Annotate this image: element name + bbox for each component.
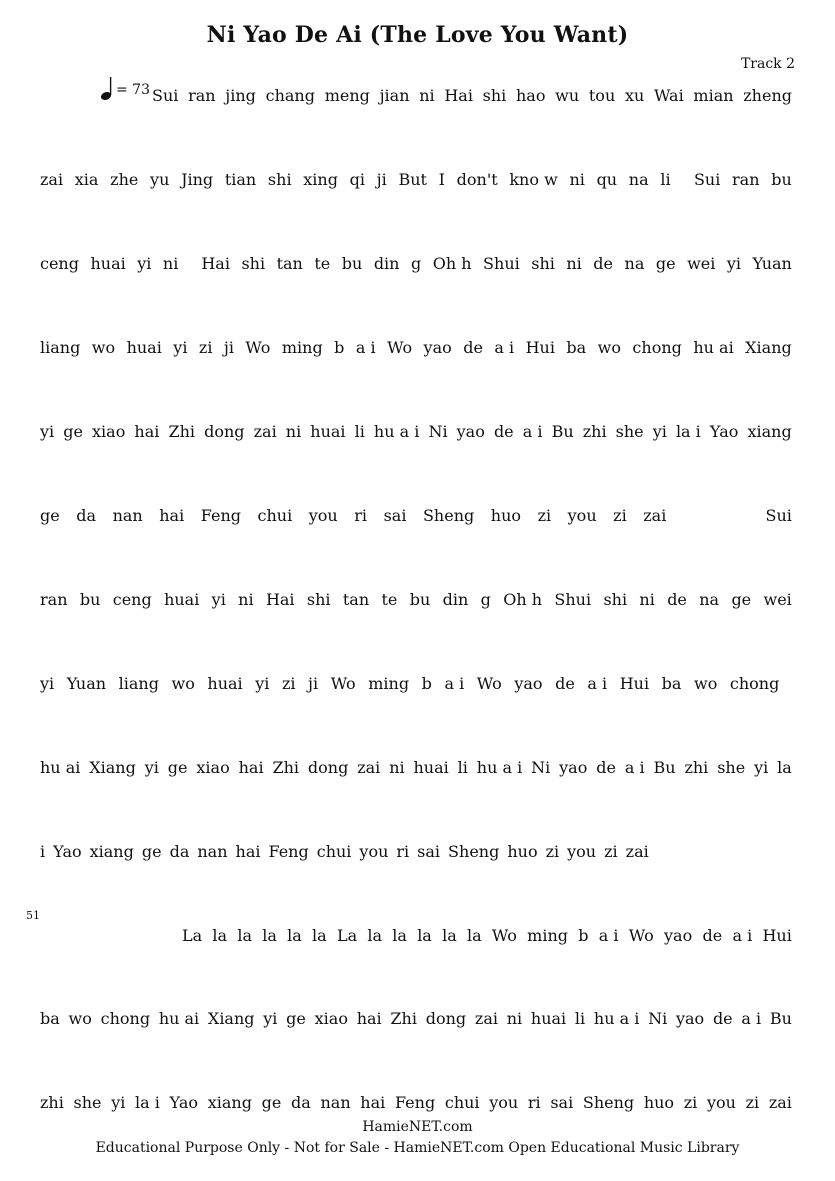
lyric-word: a i (741, 1009, 762, 1028)
lyric-word: zai (625, 842, 649, 861)
lyric-word: de (555, 674, 575, 693)
lyric-word: yao (423, 338, 452, 357)
lyric-word: yu (150, 170, 170, 189)
lyric-word: zai (643, 506, 667, 525)
lyric-word: Sheng (582, 1093, 635, 1112)
lyric-word: bu (409, 590, 431, 609)
lyric-word: nan (320, 1093, 351, 1112)
lyric-word: sai (550, 1093, 574, 1112)
lyric-word: Bu (769, 1009, 792, 1028)
lyric-word: zai (253, 422, 277, 441)
lyric-word: hai (360, 1093, 386, 1112)
lyric-word: a i (587, 674, 608, 693)
lyric-word: la (467, 926, 482, 945)
lyric-word: huai (530, 1009, 567, 1028)
lyric-word: de (593, 254, 614, 273)
lyric-word: Feng (394, 1093, 436, 1112)
lyric-word: Yao (709, 422, 739, 441)
lyric-word: yi (111, 1093, 126, 1112)
lyric-word: yi (40, 422, 55, 441)
lyric-word: ba (566, 338, 587, 357)
lyric-word: Hai (201, 254, 230, 273)
lyric-word: I (438, 170, 445, 189)
lyric-word: ceng (40, 254, 79, 273)
lyric-word: a i (732, 926, 753, 945)
lyric-word: yi (754, 758, 769, 777)
lyric-word: liang (40, 338, 81, 357)
lyric-word: g (410, 254, 422, 273)
lyric-word: la (417, 926, 432, 945)
lyric-line (40, 338, 792, 358)
lyric-word: wei (763, 590, 792, 609)
lyric-word: huo (643, 1093, 675, 1112)
lyric-word: shi (241, 254, 266, 273)
lyric-word: zai (474, 1009, 498, 1028)
lyric-word: bu (341, 254, 363, 273)
lyric-word: kno w (509, 170, 558, 189)
lyric-word: huai (90, 254, 126, 273)
lyric-word: ni (639, 590, 655, 609)
lyric-word: yi (726, 254, 742, 273)
lyric-line (40, 590, 792, 610)
lyric-word: Shui (554, 590, 592, 609)
lyric-word: Feng (200, 506, 241, 525)
lyric-word: hai (235, 842, 261, 861)
lyric-word: g (480, 590, 491, 609)
lyric-word: sai (383, 506, 407, 525)
lyric-word: ge (141, 842, 162, 861)
lyric-line (40, 1093, 792, 1113)
lyric-word: xing (303, 170, 338, 189)
lyric-word: i (40, 842, 46, 861)
lyric-word: wo (694, 674, 718, 693)
lyric-word: yi (211, 590, 226, 609)
lyric-word: chui (444, 1093, 480, 1112)
lyric-word: Ni (531, 758, 551, 777)
lyric-word: xiang (207, 1093, 252, 1112)
lyric-word: Oh h (503, 590, 543, 609)
lyric-word: zai (40, 170, 64, 189)
lyric-word: meng (324, 86, 370, 105)
lyric-word: Sheng (448, 842, 500, 861)
lyric-word: a i (598, 926, 619, 945)
lyric-word: de (712, 1009, 733, 1028)
lyric-word: Hui (619, 674, 650, 693)
lyric-word: din (373, 254, 400, 273)
lyric-word: chui (257, 506, 293, 525)
lyric-word: ran (188, 86, 216, 105)
lyric-word: ni (566, 254, 582, 273)
lyric-word: zi (613, 506, 627, 525)
lyric-word: la i (135, 1093, 160, 1112)
lyric-line (40, 758, 792, 778)
lyric-word: shi (531, 254, 555, 273)
lyric-word: La (182, 926, 203, 945)
tempo-marking: = 73 (116, 82, 150, 98)
lyric-word: ba (40, 1009, 60, 1028)
lyric-word: yi (137, 254, 152, 273)
lyric-word: la (442, 926, 457, 945)
footer-notice: Educational Purpose Only - Not for Sale - HamieNET.com Open Educational Music Library (95, 1140, 740, 1156)
lyric-word: xiao (92, 422, 126, 441)
lyric-word: bu (79, 590, 101, 609)
lyric-word: hu ai (40, 758, 81, 777)
lyric-word: ni (238, 590, 254, 609)
lyric-word: xiao (314, 1009, 348, 1028)
lyric-word: chong (100, 1009, 151, 1028)
lyric-word: Wo (330, 674, 356, 693)
lyric-word: Yao (169, 1093, 199, 1112)
lyric-word: tan (276, 254, 303, 273)
lyric-line (182, 926, 792, 946)
lyric-word: b (578, 926, 589, 945)
lyric-word: tou (588, 86, 616, 105)
lyric-word: ri (354, 506, 368, 525)
lyric-word: wo (171, 674, 195, 693)
lyric-word: yao (514, 674, 543, 693)
lyric-word: you (567, 842, 597, 861)
lyric-word: Sui (765, 506, 792, 525)
lyric-word: you (567, 506, 597, 525)
lyric-word: wo (91, 338, 116, 357)
lyric-word: yao (456, 422, 485, 441)
lyric-word: ming (281, 338, 323, 357)
lyric-word: yi (263, 1009, 278, 1028)
lyric-word: dong (307, 758, 349, 777)
lyric-line (40, 1009, 792, 1029)
lyric-word: yao (675, 1009, 705, 1028)
lyric-word: b (334, 338, 345, 357)
lyric-word: Yuan (66, 674, 107, 693)
lyric-word: da (169, 842, 190, 861)
lyric-word: nan (112, 506, 143, 525)
lyric-word: Zhi (168, 422, 196, 441)
lyric-word: Yuan (752, 254, 792, 273)
footer-site: HamieNET.com (362, 1119, 473, 1135)
lyric-word: huo (490, 506, 522, 525)
lyric-word: ba (661, 674, 682, 693)
lyric-word: don't (456, 170, 498, 189)
lyric-word: huai (207, 674, 243, 693)
lyric-line (152, 86, 792, 106)
lyric-word: zi (537, 506, 552, 525)
lyric-word: Sheng (422, 506, 475, 525)
lyric-word: la (212, 926, 228, 945)
lyric-word: she (73, 1093, 102, 1112)
lyric-word: te (381, 590, 398, 609)
lyric-word: wei (687, 254, 716, 273)
lyric-word: ge (63, 422, 83, 441)
lyric-word: na (628, 170, 649, 189)
lyric-word: Bu (653, 758, 676, 777)
lyric-word: chui (316, 842, 352, 861)
lyric-word: ge (655, 254, 676, 273)
lyric-word: la (312, 926, 327, 945)
lyric-word: yi (40, 674, 55, 693)
lyric-word: liang (118, 674, 159, 693)
lyric-word: b (421, 674, 432, 693)
song-title: Ni Yao De Ai (The Love You Want) (206, 22, 629, 48)
lyric-word: ni (569, 170, 585, 189)
lyric-word: ge (40, 506, 60, 525)
lyric-word: Wo (476, 674, 502, 693)
lyric-word: sai (417, 842, 441, 861)
lyric-word: shi (482, 86, 507, 105)
lyric-word: yi (144, 758, 159, 777)
lyric-word: Oh h (432, 254, 472, 273)
lyric-word: hu ai (158, 1009, 200, 1028)
lyric-word: hu a i (476, 758, 523, 777)
lyric-word: da (76, 506, 97, 525)
lyric-word: yi (173, 338, 188, 357)
lyric-word: Yao (53, 842, 82, 861)
lyric-line (40, 254, 792, 274)
lyric-word: Ni (648, 1009, 668, 1028)
lyric-word: hai (134, 422, 160, 441)
lyric-word: wo (597, 338, 621, 357)
track-label: Track 2 (740, 56, 795, 72)
lyric-word: jing (225, 86, 256, 105)
lyric-word: zi (198, 338, 213, 357)
lyric-word: Zhi (390, 1009, 417, 1028)
lyric-word: you (359, 842, 389, 861)
lyric-word: la (262, 926, 277, 945)
lyric-word: Zhi (272, 758, 299, 777)
lyric-word: yao (559, 758, 588, 777)
lyric-word: xu (624, 86, 645, 105)
lyric-word: ran (732, 170, 760, 189)
lyric-word: yi (255, 674, 270, 693)
lyric-word: Ni (428, 422, 448, 441)
lyric-word: Wai (653, 86, 684, 105)
lyric-word: ni (389, 758, 405, 777)
lyric-line (40, 842, 792, 862)
lyric-word: de (667, 590, 687, 609)
lyric-word: huai (164, 590, 200, 609)
lyric-word: ran (40, 590, 68, 609)
lyric-word: Hai (265, 590, 295, 609)
lyric-word: qu (596, 170, 618, 189)
lyric-word: huai (413, 758, 449, 777)
lyric-word: you (489, 1093, 519, 1112)
lyric-word: Bu (551, 422, 574, 441)
lyric-line (40, 506, 792, 526)
lyric-word: de (493, 422, 514, 441)
lyric-word: Wo (245, 338, 271, 357)
lyric-word: Wo (387, 338, 413, 357)
lyric-word: mian (693, 86, 734, 105)
lyric-word: ni (506, 1009, 523, 1028)
lyric-word: you (308, 506, 338, 525)
lyric-word: Jing (181, 170, 214, 189)
lyric-line (40, 422, 792, 442)
lyric-line (40, 674, 792, 694)
lyric-word: li (457, 758, 468, 777)
lyric-word: ge (731, 590, 752, 609)
lyric-word: Sui (152, 86, 179, 105)
lyric-word: la i (675, 422, 701, 441)
lyric-word: a i (444, 674, 465, 693)
lyric-word: bu (771, 170, 792, 189)
lyric-word: ri (396, 842, 410, 861)
lyric-word: na (699, 590, 720, 609)
lyric-word: ji (308, 674, 319, 693)
lyric-word: Sui (693, 170, 721, 189)
lyric-word: zi (604, 842, 618, 861)
lyric-word: Feng (268, 842, 309, 861)
lyric-word: de (596, 758, 616, 777)
lyric-word: ming (527, 926, 568, 945)
lyric-word: la (287, 926, 302, 945)
lyric-word: yao (664, 926, 693, 945)
lyric-word: chang (265, 86, 315, 105)
lyric-word: xiang (89, 842, 134, 861)
lyric-word: la (237, 926, 252, 945)
lyric-word: shi (306, 590, 331, 609)
lyric-word: zai (357, 758, 381, 777)
lyric-word: shi (267, 170, 292, 189)
lyric-word: a i (355, 338, 376, 357)
lyric-word: li (660, 170, 671, 189)
lyric-word: ge (286, 1009, 306, 1028)
lyric-word: Hui (525, 338, 555, 357)
lyric-word: te (314, 254, 331, 273)
lyric-word: But (398, 170, 427, 189)
lyric-word: ceng (112, 590, 152, 609)
lyric-word: ji (223, 338, 234, 357)
lyric-word: la (392, 926, 407, 945)
lyric-word: da (291, 1093, 311, 1112)
lyric-word: hai (238, 758, 264, 777)
lyric-word: zi (683, 1093, 698, 1112)
lyric-word: zi (281, 674, 296, 693)
lyric-word: a i (494, 338, 515, 357)
lyric-word: ni (419, 86, 435, 105)
lyric-word: zi (745, 1093, 760, 1112)
lyric-word: huo (507, 842, 538, 861)
lyric-word: hai (356, 1009, 382, 1028)
lyric-word: nan (197, 842, 228, 861)
lyric-word: de (702, 926, 723, 945)
lyric-word: a i (624, 758, 645, 777)
lyric-word: de (463, 338, 483, 357)
lyric-word: hao (515, 86, 546, 105)
lyric-word: na (624, 254, 645, 273)
lyric-word: chong (729, 674, 780, 693)
lyric-word: chong (632, 338, 682, 357)
lyric-word: Hai (444, 86, 473, 105)
lyric-word: she (615, 422, 644, 441)
lyric-word: Hui (762, 926, 792, 945)
lyric-word: li (574, 1009, 586, 1028)
lyric-word: la (777, 758, 792, 777)
lyric-word: huai (126, 338, 162, 357)
lyric-word: tan (342, 590, 370, 609)
lyric-word: dong (204, 422, 245, 441)
lyric-word: Xiang (745, 338, 792, 357)
lyric-word: wu (555, 86, 580, 105)
lyric-word: Shui (483, 254, 520, 273)
lyric-word: Xiang (89, 758, 136, 777)
lyric-word: ni (285, 422, 302, 441)
lyric-word: she (717, 758, 746, 777)
lyric-word: din (442, 590, 469, 609)
lyric-word: Xiang (207, 1009, 255, 1028)
lyric-word: zheng (743, 86, 792, 105)
lyric-word: zai (768, 1093, 792, 1112)
lyric-word: shi (603, 590, 628, 609)
lyric-word: zhe (110, 170, 139, 189)
lyric-word: ji (376, 170, 387, 189)
lyric-word: ni (162, 254, 179, 273)
lyric-word: yi (652, 422, 667, 441)
lyric-word: Wo (491, 926, 517, 945)
lyric-word: hu a i (593, 1009, 640, 1028)
lyric-word: la (367, 926, 383, 945)
lyric-word: xia (74, 170, 99, 189)
lyric-word: a i (522, 422, 543, 441)
lyric-word: zhi (40, 1093, 64, 1112)
lyric-word: zhi (582, 422, 607, 441)
lyric-word: zi (545, 842, 560, 861)
lyric-word: you (706, 1093, 736, 1112)
lyric-word: ri (527, 1093, 541, 1112)
lyric-word: xiao (196, 758, 230, 777)
lyric-line (40, 170, 792, 190)
lyric-word: hai (159, 506, 185, 525)
lyric-word: ge (261, 1093, 282, 1112)
lyric-word: wo (68, 1009, 92, 1028)
lyric-word: dong (425, 1009, 467, 1028)
lyric-word: hu a i (373, 422, 420, 441)
lyric-word: jian (379, 86, 410, 105)
lyric-word: ming (368, 674, 410, 693)
lyric-word: Wo (628, 926, 654, 945)
lyric-word: La (336, 926, 358, 945)
lyric-word: hu ai (693, 338, 734, 357)
lyric-word: xiang (747, 422, 792, 441)
lyric-word: ge (167, 758, 188, 777)
lyric-word: zhi (684, 758, 709, 777)
lyric-word: tian (224, 170, 257, 189)
lyric-word: li (354, 422, 365, 441)
lyric-word: huai (310, 422, 346, 441)
measure-number: 51 (26, 909, 40, 922)
lyric-word: qi (349, 170, 365, 189)
